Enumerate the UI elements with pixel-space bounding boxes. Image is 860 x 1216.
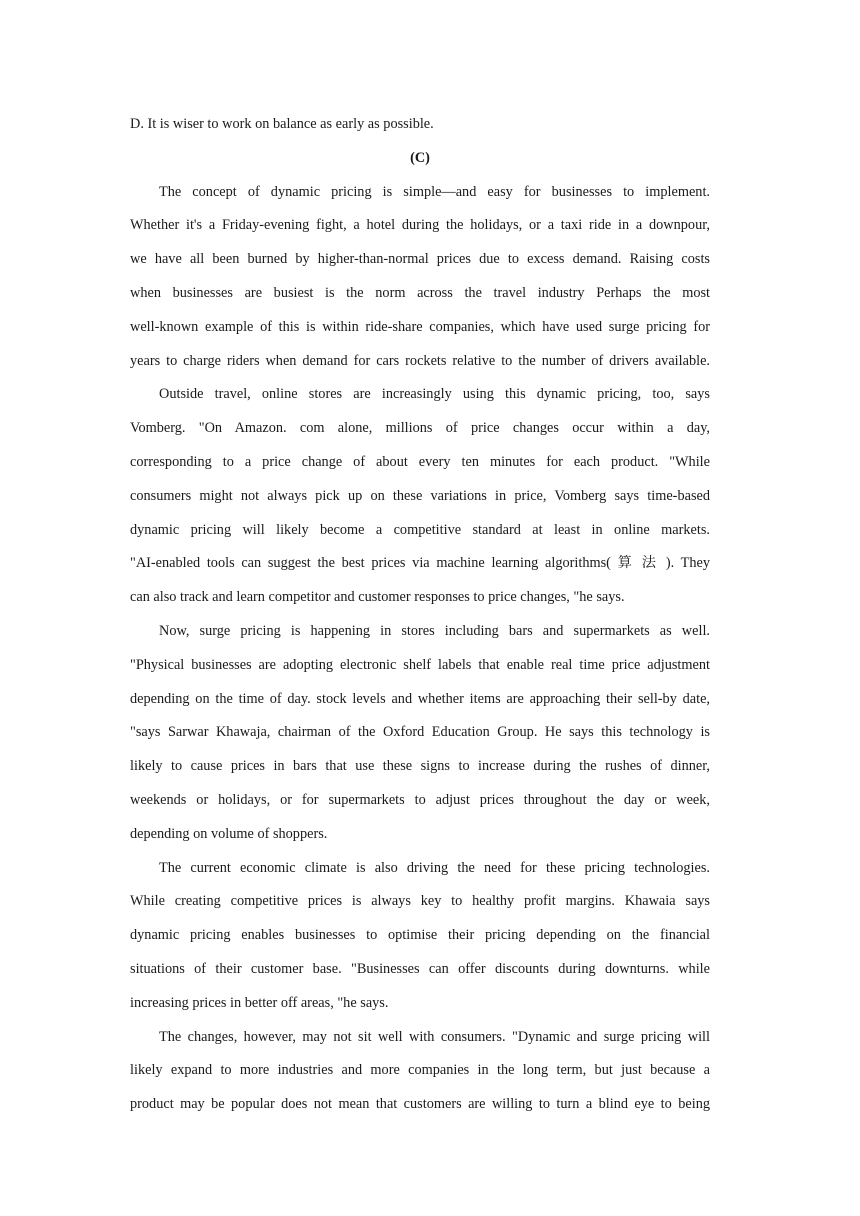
paragraph-line: we have all been burned by higher-than-normal prices due to excess demand. Raising costs: [130, 251, 710, 268]
paragraph-line: "Physical businesses are adopting electronic shelf labels that enable real time price adjustment: [130, 656, 710, 673]
paragraph-3: [130, 615, 710, 852]
paragraph-line: The current economic climate is also driving the need for these pricing technologies.: [159, 859, 710, 876]
paragraph-line: depending on volume of shoppers.: [130, 825, 328, 842]
paragraph-line: Now, surge pricing is happening in stores including bars and supermarkets as well.: [159, 622, 710, 639]
paragraph-line: Whether it's a Friday-evening fight, a hotel during the holidays, or a taxi ride in a downpour,: [130, 217, 710, 234]
paragraph-line: depending on the time of day. stock levels and whether items are approaching their sell-by date,: [130, 690, 710, 707]
paragraph-line: well-known example of this is within ride-share companies, which have used surge pricing for: [130, 318, 710, 335]
section-title: (C): [410, 149, 430, 166]
paragraph-line: increasing prices in better off areas, "he says.: [130, 994, 389, 1011]
paragraph-line: consumers might not always pick up on these variations in price, Vomberg says time-based: [130, 487, 710, 504]
paragraph-line: The changes, however, may not sit well with consumers. "Dynamic and surge pricing will: [159, 1028, 710, 1045]
paragraph-line: dynamic pricing will likely become a competitive standard at least in online markets.: [130, 521, 710, 538]
paragraph-line: situations of their customer base. "Businesses can offer discounts during downturns. while: [130, 960, 710, 977]
paragraph-line: corresponding to a price change of about every ten minutes for each product. "While: [130, 453, 710, 470]
paragraph-line: "says Sarwar Khawaja, chairman of the Oxford Education Group. He says this technology is: [130, 724, 710, 741]
paragraph-line: Vomberg. "On Amazon. com alone, millions of price changes occur within a day,: [130, 420, 710, 437]
paragraph-line: "AI-enabled tools can suggest the best prices via machine learning algorithms( 算 法 ). They: [130, 555, 710, 572]
paragraph-line: Outside travel, online stores are increasingly using this dynamic pricing, too, says: [159, 386, 710, 403]
paragraph-5: [130, 1021, 710, 1122]
paragraph-line: product may be popular does not mean that customers are willing to turn a blind eye to being: [130, 1096, 710, 1113]
paragraph-4: [130, 852, 710, 1021]
paragraph-line: years to charge riders when demand for cars rockets relative to the number of drivers available.: [130, 352, 710, 369]
paragraph-line: weekends or holidays, or for supermarkets to adjust prices throughout the day or week,: [130, 791, 710, 808]
paragraph-line: likely expand to more industries and more companies in the long term, but just because a: [130, 1062, 710, 1079]
paragraph-line: when businesses are busiest is the norm across the travel industry Perhaps the most: [130, 284, 710, 301]
paragraph-line: While creating competitive prices is always key to healthy profit margins. Khawaia says: [130, 893, 710, 910]
answer-option-d: D. It is wiser to work on balance as early as possible.: [130, 116, 434, 132]
paragraph-1: [130, 176, 710, 379]
paragraph-line: can also track and learn competitor and customer responses to price changes, "he says.: [130, 589, 625, 606]
document-page: [130, 108, 710, 1122]
paragraph-line: dynamic pricing enables businesses to optimise their pricing depending on the financial: [130, 927, 710, 944]
paragraph-line: likely to cause prices in bars that use these signs to increase during the rushes of dinner,: [130, 758, 710, 775]
paragraph-2: [130, 378, 710, 615]
paragraph-line: The concept of dynamic pricing is simple—and easy for businesses to implement.: [159, 183, 710, 200]
